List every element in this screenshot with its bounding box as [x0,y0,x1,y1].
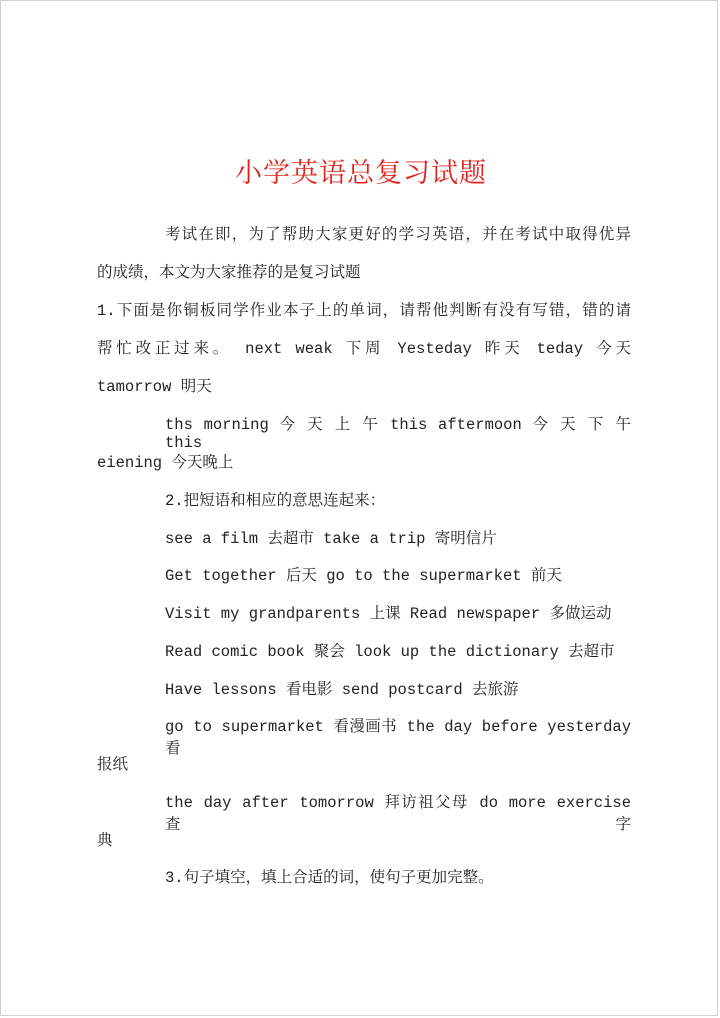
question-1-line-1: 1.下面是你铜板同学作业本子上的单词，请帮他判断有没有写错，错的请 [97,302,631,320]
intro-line-2: 的成绩，本文为大家推荐的是复习试题 [97,264,361,282]
question-1-line-2: 帮忙改正过来。 next weak 下周 Yesteday 昨天 teday 今天 [97,340,631,358]
phrase-row-7: the day after tomorrow 拜访祖父母 do more exercise 查字 [165,794,631,834]
phrase-row-2: Get together 后天 go to the supermarket 前天 [165,567,562,585]
question-2-heading: 2.把短语和相应的意思连起来： [165,492,386,510]
question-1-line-4: ths morning 今 天 上 午 this aftermoon 今 天 下 午 this [165,416,631,452]
phrase-row-6-continued: 报纸 [97,756,129,774]
phrase-row-3: Visit my grandparents 上课 Read newspaper 多做运动 [165,605,612,623]
phrase-row-1: see a film 去超市 take a trip 寄明信片 [165,530,497,548]
question-3-heading: 3.句子填空，填上合适的词，使句子更加完整。 [165,869,494,887]
question-1-line-3: tamorrow 明天 [97,378,212,396]
intro-line-1: 考试在即，为了帮助大家更好的学习英语，并在考试中取得优异 [165,226,631,244]
page-title: 小学英语总复习试题 [235,158,487,189]
phrase-row-7-continued: 典 [97,832,113,850]
phrase-row-6: go to supermarket 看漫画书 the day before yesterday 看 [165,718,631,758]
phrase-row-4: Read comic book 聚会 look up the dictionary 去超市 [165,643,615,661]
question-1-line-5: eiening 今天晚上 [97,454,234,472]
phrase-row-5: Have lessons 看电影 send postcard 去旅游 [165,681,519,699]
